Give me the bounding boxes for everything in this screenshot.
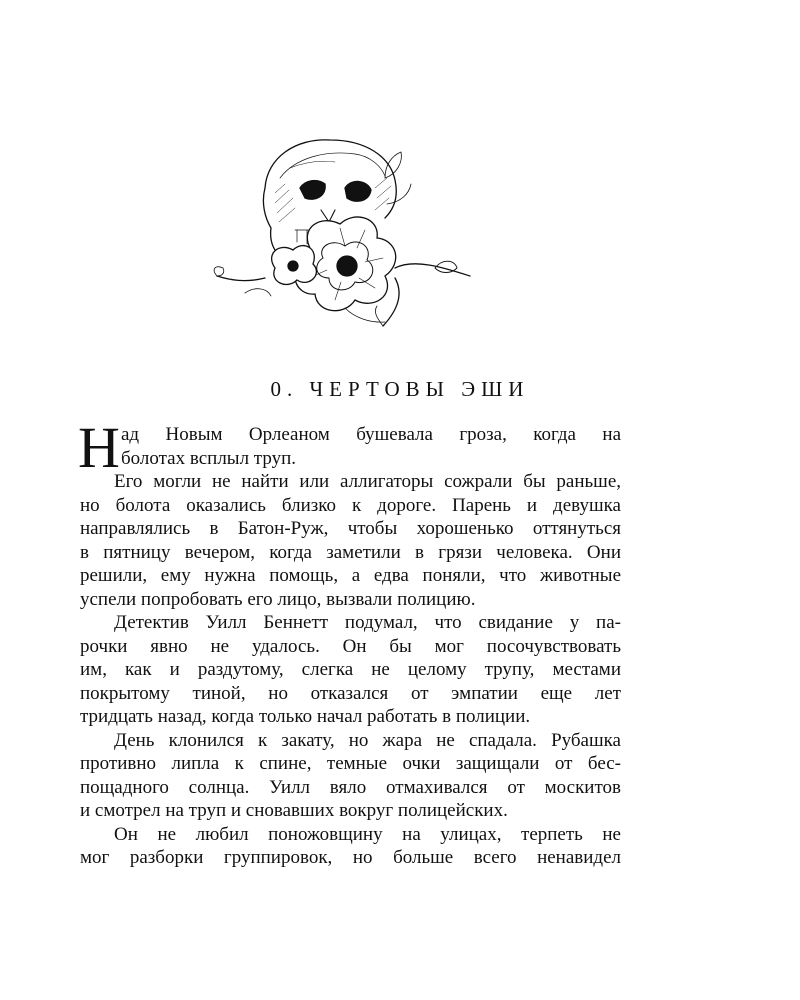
text-line: противно липла к спине, темные очки защищали от бес-	[80, 753, 621, 774]
text-line: мог разборки группировок, но больше всего ненавидел	[80, 847, 621, 868]
text-line: покрытому тиной, но отказался от эмпатии еще лет	[80, 682, 621, 704]
text-line: им, как и раздутому, слегка не целому трупу, местами	[80, 659, 621, 680]
text-line: Он не любил поножовщину на улицах, терпеть не	[114, 823, 621, 845]
text-line: День клонился к закату, но жара не спадала. Рубашка	[114, 729, 621, 751]
text-line: тридцать назад, когда только начал работать в полиции.	[80, 706, 531, 727]
text-line: но болота оказались близко к дороге. Парень и девушка	[80, 494, 621, 516]
drop-cap: Н	[78, 415, 120, 480]
text-line: решили, ему нужна помощь, а едва поняли, что животные	[80, 565, 621, 586]
text-line: рочки явно не удалось. Он бы мог посочувствовать	[80, 635, 621, 657]
text-line: направлялись в Батон-Руж, чтобы хорошенько оттянуться	[80, 518, 621, 539]
chapter-title: 0. ЧЕРТОВЫ ЭШИ	[270, 377, 530, 401]
text-line: болотах всплыл труп.	[121, 447, 297, 469]
text-line: успели попробовать его лицо, вызвали полицию.	[80, 588, 476, 610]
text-line: и смотрел на труп и сновавших вокруг полицейских.	[80, 800, 508, 821]
text-line: в пятницу вечером, когда заметили в грязи человека. Они	[80, 541, 621, 563]
text-line: Его могли не найти или аллигаторы сожрали бы раньше,	[114, 471, 621, 492]
text-line: Детектив Уилл Беннетт подумал, что свидание у па-	[114, 612, 621, 633]
body-text	[78, 415, 621, 870]
text-line: пощадного солнца. Уилл вяло отмахивался от москитов	[80, 776, 621, 798]
skull-with-flowers-icon	[205, 118, 505, 333]
text-line: ад Новым Орлеаном бушевала гроза, когда на	[121, 424, 621, 445]
